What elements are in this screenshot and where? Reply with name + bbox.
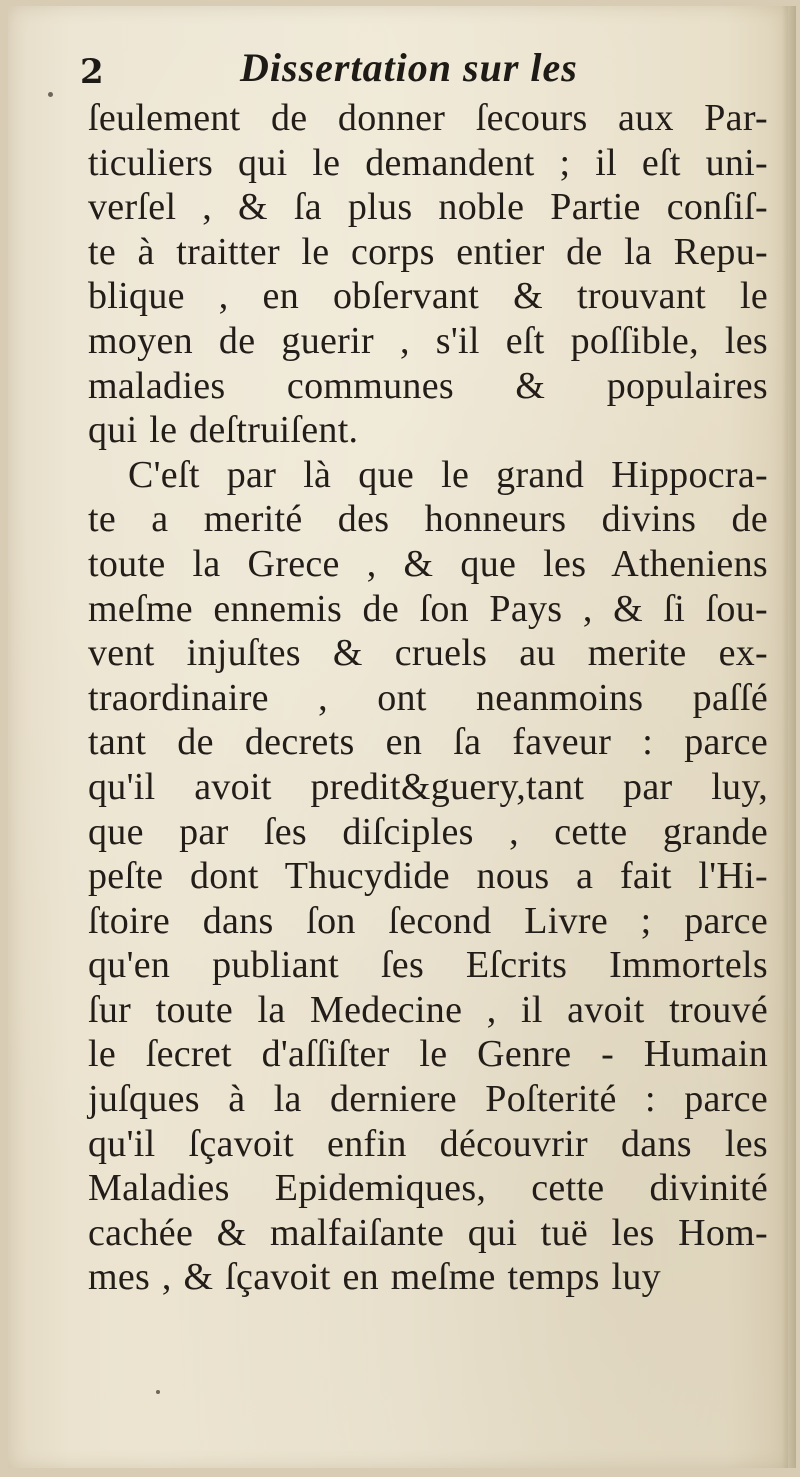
text-line: juſques à la derniere Poſterité : parce — [88, 1078, 768, 1121]
text-line: le ſecret d'aſſiſter le Genre - Humain — [88, 1033, 768, 1076]
ink-speck — [156, 1390, 160, 1394]
text-line: moyen de guerir , s'il eſt poſſible, les — [88, 319, 768, 362]
text-line: meſme ennemis de ſon Pays , & ſi ſou- — [88, 587, 768, 630]
text-line: te à traitter le corps entier de la Repu- — [88, 230, 768, 273]
paragraph-first-line: C'eſt par là que le grand Hippocra- — [128, 453, 768, 496]
page-header — [8, 44, 788, 94]
text-line: maladies communes & populaires — [88, 364, 768, 407]
text-line: toute la Grece , & que les Atheniens — [88, 542, 768, 585]
text-line: traordinaire , ont neanmoins paſſé — [88, 676, 768, 719]
ink-speck — [48, 92, 53, 97]
text-line: tant de decrets en ſa faveur : parce — [88, 721, 768, 764]
text-line: ſtoire dans ſon ſecond Livre ; parce — [88, 899, 768, 942]
text-line: ſeulement de donner ſecours aux Par- — [88, 97, 768, 139]
book-page — [8, 6, 788, 1468]
text-line: ticuliers qui le demandent ; il eſt uni- — [88, 141, 768, 184]
text-line: verſel , & ſa plus noble Partie conſiſ- — [88, 186, 768, 229]
text-line: que par ſes diſciples , cette grande — [88, 810, 768, 853]
text-line: qu'il avoit predit&guery,tant par luy, — [88, 765, 768, 808]
text-line: te a merité des honneurs divins de — [88, 498, 768, 541]
text-line: ſur toute la Medecine , il avoit trouvé — [88, 988, 768, 1031]
text-line: qu'il ſçavoit enfin découvrir dans les — [88, 1122, 768, 1165]
text-line: qu'en publiant ſes Eſcrits Immortels — [88, 944, 768, 987]
text-line: blique , en obſervant & trouvant le — [88, 275, 768, 318]
text-line: vent injuſtes & cruels au merite ex- — [88, 632, 768, 675]
page-number: 2 — [80, 52, 104, 92]
text-line: cachée & malfaiſante qui tuë les Hom- — [88, 1211, 768, 1254]
running-head: Dissertation sur les — [240, 45, 578, 90]
text-line: mes , & ſçavoit en meſme temps luy — [88, 1256, 661, 1299]
text-line: peſte dont Thucydide nous a fait l'Hi- — [88, 855, 768, 898]
body-text — [88, 96, 768, 1300]
text-line: Maladies Epidemiques, cette divinité — [88, 1167, 768, 1210]
text-line: qui le deſtruiſent. — [88, 409, 359, 452]
